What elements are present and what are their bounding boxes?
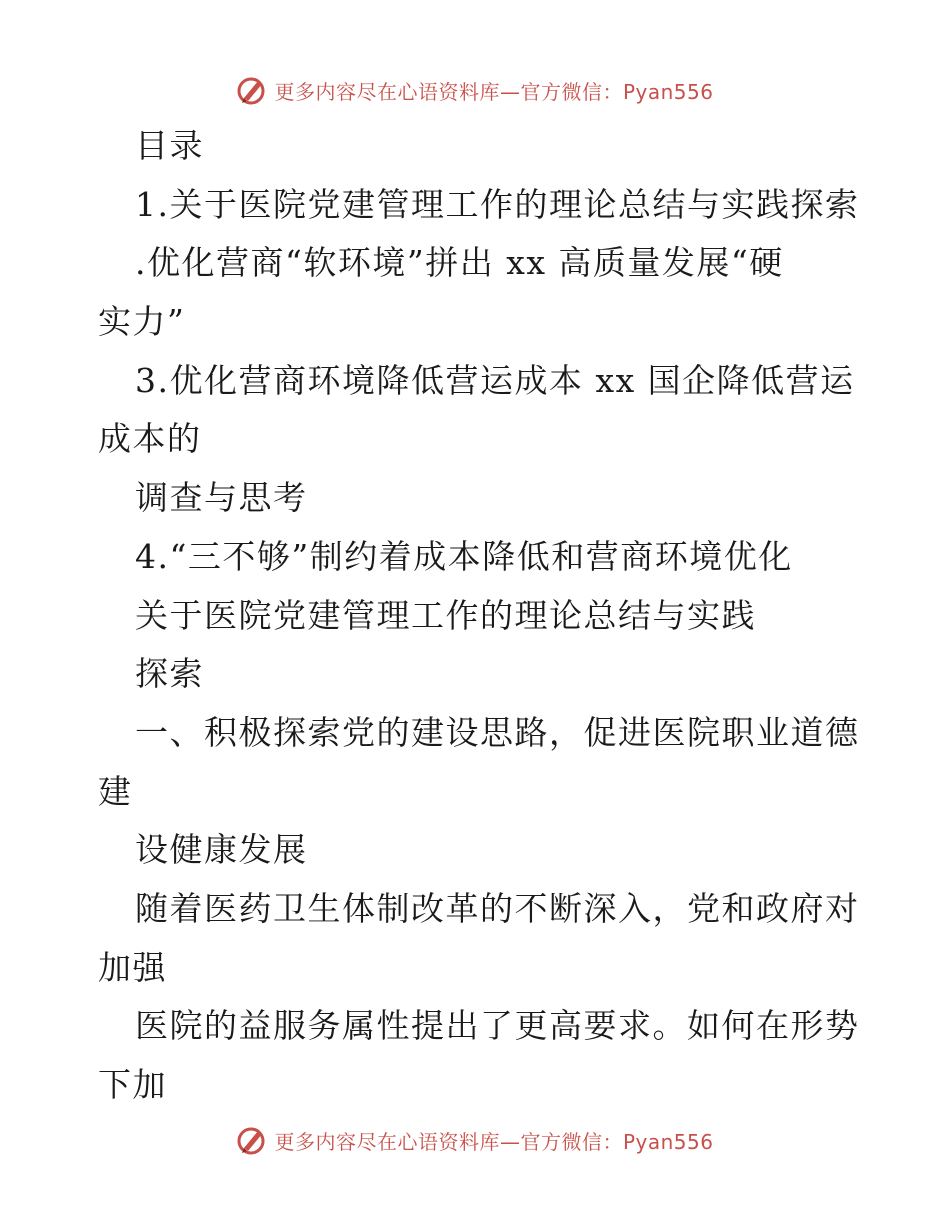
toc-item-4: 4.“三不够”制约着成本降低和营商环境优化 (135, 536, 793, 576)
watermark-text: 更多内容尽在心语资料库—官方微信：Pyan556 (274, 1129, 714, 1154)
paragraph-line: 加强 (98, 947, 167, 987)
toc-title: 目录 (135, 126, 204, 165)
toc-item-2-cont: 实力” (98, 302, 186, 342)
toc-item-3: 3.优化营商环境降低营运成本 xx 国企降低营运 (135, 360, 855, 400)
watermark-text: 更多内容尽在心语资料库—官方微信：Pyan556 (274, 79, 714, 104)
watermark-footer (0, 1120, 950, 1160)
paragraph-line: 医院的益服务属性提出了更高要求。如何在形势 (135, 1006, 860, 1046)
section-heading-1: 一、积极探索党的建设思路，促进医院职业道德 (135, 712, 860, 752)
toc-item-3-cont: 成本的 (98, 419, 202, 459)
toc-item-1: 1.关于医院党建管理工作的理论总结与实践探索 (135, 184, 860, 224)
article-title: 关于医院党建管理工作的理论总结与实践 (135, 595, 756, 635)
watermark-header (0, 70, 950, 110)
toc-item-2: .优化营商“软环境”拼出 xx 高质量发展“硬 (135, 243, 784, 283)
document-body (98, 117, 858, 1115)
section-heading-1-cont2: 设健康发展 (135, 830, 308, 870)
pen-circle-icon (236, 74, 268, 106)
paragraph-line: 下加 (98, 1065, 167, 1104)
toc-item-3-cont2: 调查与思考 (135, 478, 308, 518)
section-heading-1-cont: 建 (98, 771, 133, 811)
article-title-cont: 探索 (135, 654, 204, 694)
paragraph-line: 随着医药卫生体制改革的不断深入，党和政府对 (135, 888, 860, 928)
pen-circle-icon (236, 1124, 268, 1156)
